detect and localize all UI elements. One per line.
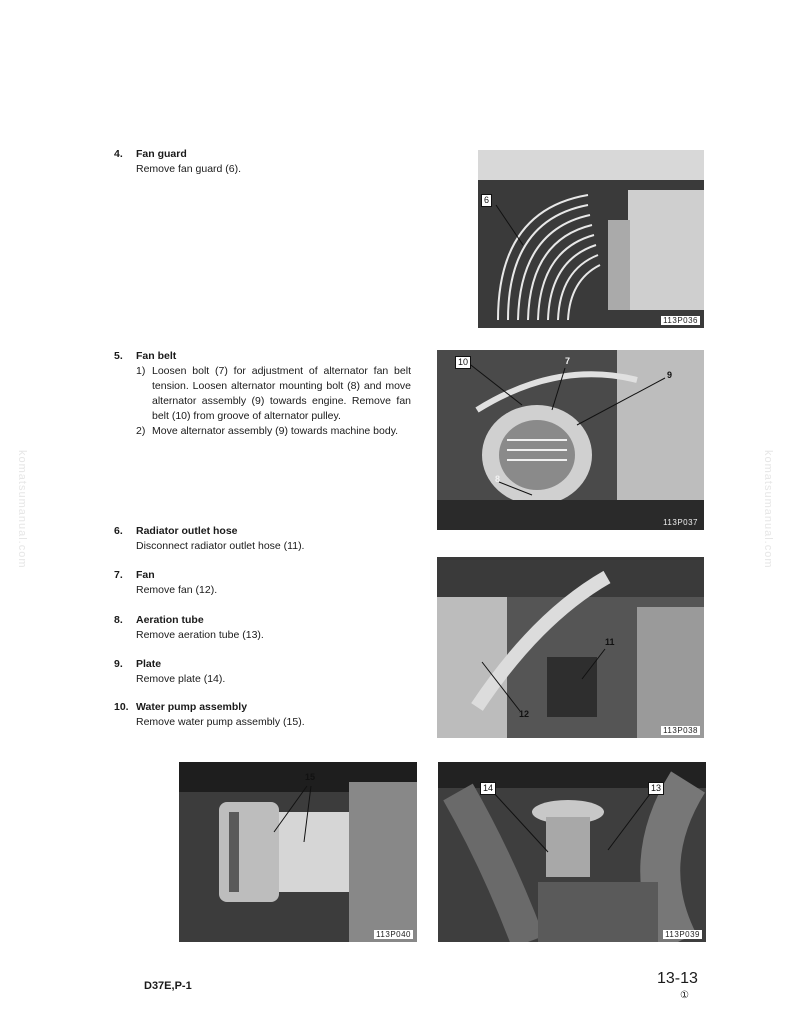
- callout-label: 14: [480, 782, 496, 795]
- photo-code: 113P037: [663, 518, 698, 527]
- step-text: Disconnect radiator outlet hose (11).: [136, 540, 305, 552]
- callout-label: 8: [495, 474, 501, 484]
- step-title: Plate: [136, 658, 162, 670]
- callout-label: 12: [519, 709, 530, 719]
- callout-label: 11: [605, 637, 615, 647]
- step-title: Aeration tube: [136, 614, 204, 626]
- step-title: Water pump assembly: [136, 701, 248, 713]
- step-radiator-outlet-hose: [114, 524, 304, 554]
- step-text: Remove aeration tube (13).: [136, 629, 264, 641]
- photo-radiator-hose: [437, 557, 704, 738]
- callout-label: 6: [481, 194, 492, 207]
- photo-plate-aeration-tube: [438, 762, 706, 942]
- photo-code: 113P036: [663, 316, 698, 325]
- callout-label: 15: [305, 772, 316, 782]
- page-number: 13-13: [657, 970, 698, 987]
- sub-step-number: 2): [136, 425, 146, 437]
- step-title: Fan: [136, 569, 155, 581]
- step-text: Remove fan (12).: [136, 584, 218, 596]
- callout-label: 10: [455, 356, 471, 369]
- photo-fan-guard: [478, 150, 704, 328]
- watermark-right: komatsumanual.com: [762, 450, 774, 569]
- sub-step-text: Loosen bolt (7) for adjustment of alternator fan belt tension. Loosen alternator mounting bolt (8) and move alternator assembly (9) towards engine. Remove fan belt (10) from groove of alternator pulley.: [152, 365, 411, 422]
- callout-label: 9: [667, 370, 673, 380]
- photo-fan-belt: [437, 350, 704, 530]
- step-number: 6.: [114, 525, 123, 537]
- step-fan-guard: [114, 147, 241, 177]
- step-aeration-tube: [114, 613, 264, 643]
- step-text: Remove fan guard (6).: [136, 163, 242, 175]
- sub-step-number: 1): [136, 365, 146, 377]
- step-number: 4.: [114, 148, 123, 160]
- photo-code: 113P039: [665, 930, 700, 939]
- step-fan: [114, 568, 217, 598]
- sub-step-text: Move alternator assembly (9) towards machine body.: [152, 425, 399, 437]
- model-code: D37E,P-1: [144, 980, 192, 992]
- step-number: 5.: [114, 350, 123, 362]
- photo-code: 113P038: [663, 726, 698, 735]
- callout-label: 13: [648, 782, 664, 795]
- step-water-pump-assembly: [114, 700, 305, 730]
- watermark-left: komatsumanual.com: [16, 450, 28, 569]
- photo-water-pump: [179, 762, 417, 942]
- step-title: Fan guard: [136, 148, 187, 160]
- step-text: Remove plate (14).: [136, 673, 226, 685]
- revision-mark: ①: [680, 990, 689, 1001]
- step-text: Remove water pump assembly (15).: [136, 716, 305, 728]
- photo-code: 113P040: [376, 930, 411, 939]
- step-number: 9.: [114, 658, 123, 670]
- step-plate: [114, 657, 225, 687]
- step-number: 8.: [114, 614, 123, 626]
- step-title: Fan belt: [136, 350, 177, 362]
- step-number: 7.: [114, 569, 123, 581]
- step-title: Radiator outlet hose: [136, 525, 238, 537]
- step-number: 10.: [114, 701, 129, 713]
- sub-step: [136, 424, 411, 439]
- callout-label: 7: [565, 356, 571, 366]
- sub-step: [136, 364, 411, 424]
- step-fan-belt: [114, 349, 411, 439]
